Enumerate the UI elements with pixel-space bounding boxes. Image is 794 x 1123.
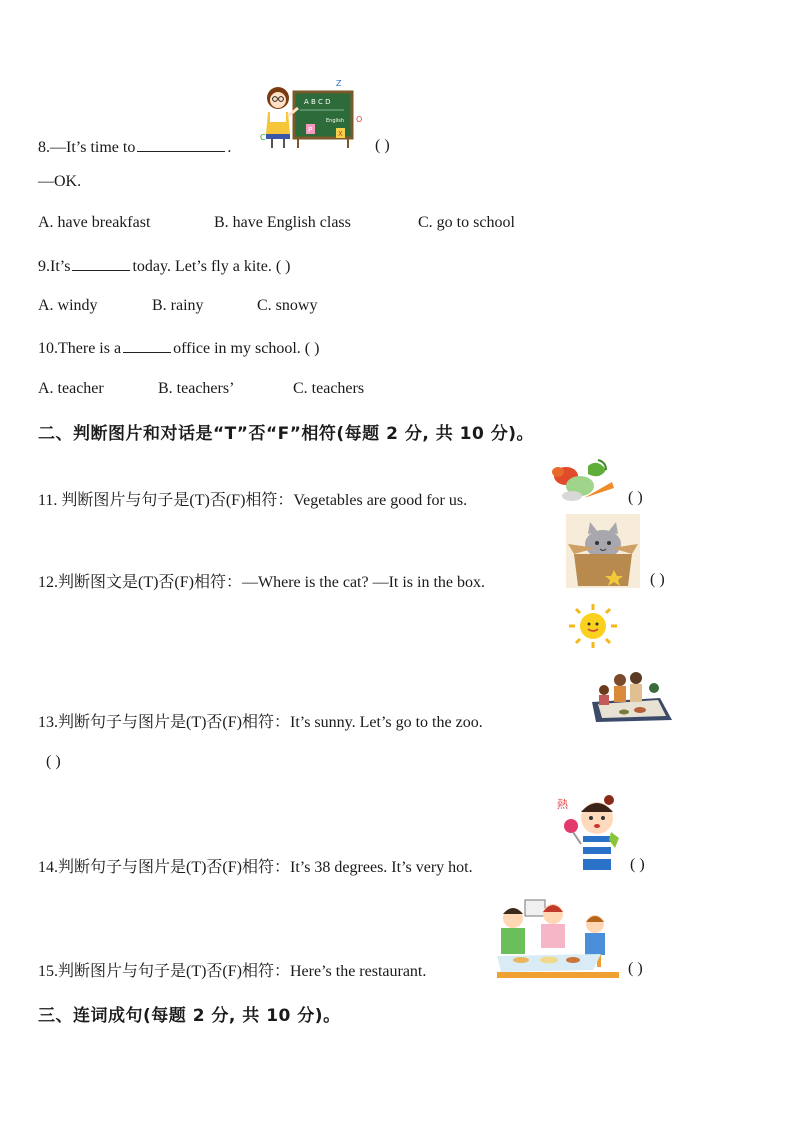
q11-text: 11. 判断图片与句子是(T)否(F)相符：Vegetables are good for us. [38, 492, 468, 509]
q8-prompt: 8.—It’s time to . [38, 139, 232, 156]
picnic-scene-icon [590, 668, 674, 724]
q10-answer-blank[interactable] [123, 338, 171, 353]
teacher-blackboard-illustration [256, 78, 366, 150]
q12-answer-paren[interactable]: ( ) [650, 571, 665, 588]
svg-text:Z: Z [336, 79, 342, 88]
q9-prompt: 9.It’s today. Let’s fly a kite. ( ) [38, 258, 291, 275]
cat-in-box-icon [566, 514, 640, 588]
q13-answer-paren[interactable]: ( ) [46, 753, 61, 770]
heat-label: 熱 [557, 798, 568, 811]
q8-option-a[interactable]: A. have breakfast [38, 214, 151, 231]
card-x: X [338, 130, 343, 138]
q8-option-b[interactable]: B. have English class [214, 214, 351, 231]
q10-option-a[interactable]: A. teacher [38, 380, 104, 397]
q9-answer-blank[interactable] [72, 256, 130, 271]
section-3-title: 三、连词成句(每题 2 分, 共 10 分)。 [38, 1006, 341, 1026]
q9-options [38, 296, 317, 316]
q14-answer-paren[interactable]: ( ) [630, 856, 645, 873]
q15-text: 15.判断图片与句子是(T)否(F)相符：Here’s the restaurant. [38, 963, 427, 980]
section-2-title: 二、判断图片和对话是“T”否“F”相符(每题 2 分, 共 10 分)。 [38, 424, 534, 444]
q9-option-c[interactable]: C. snowy [257, 297, 318, 314]
q11-answer-paren[interactable]: ( ) [628, 489, 643, 506]
q9-option-b[interactable]: B. rainy [152, 297, 204, 314]
q8-reply: —OK. [38, 173, 82, 190]
card-p: P [308, 126, 313, 134]
q10-prompt: 10.There is a office in my school. ( ) [38, 340, 320, 357]
q12-text: 12.判断图文是(T)否(F)相符：—Where is the cat? —It is in the box. [38, 574, 486, 591]
q15-answer-paren[interactable]: ( ) [628, 960, 643, 977]
q8-options [38, 213, 515, 233]
hot-child-icon [555, 792, 621, 872]
vegetables-icon [548, 458, 618, 504]
board-word: English [326, 118, 345, 124]
q10-options [38, 379, 364, 399]
sun-icon [567, 602, 619, 650]
q9-option-a[interactable]: A. windy [38, 297, 98, 314]
q8-option-c[interactable]: C. go to school [418, 214, 515, 231]
svg-text:O: O [356, 115, 363, 124]
restaurant-family-icon [497, 896, 619, 978]
q14-text: 14.判断句子与图片是(T)否(F)相符：It’s 38 degrees. It’s very hot. [38, 859, 473, 876]
q10-option-b[interactable]: B. teachers’ [158, 380, 235, 397]
q8-answer-paren[interactable]: ( ) [375, 137, 390, 154]
svg-text:C: C [260, 133, 266, 142]
q13-text: 13.判断句子与图片是(T)否(F)相符：It’s sunny. Let’s go to the zoo. [38, 714, 483, 731]
board-letters: A B C D [304, 98, 331, 106]
q10-option-c[interactable]: C. teachers [293, 380, 365, 397]
q8-answer-blank[interactable] [137, 137, 225, 152]
